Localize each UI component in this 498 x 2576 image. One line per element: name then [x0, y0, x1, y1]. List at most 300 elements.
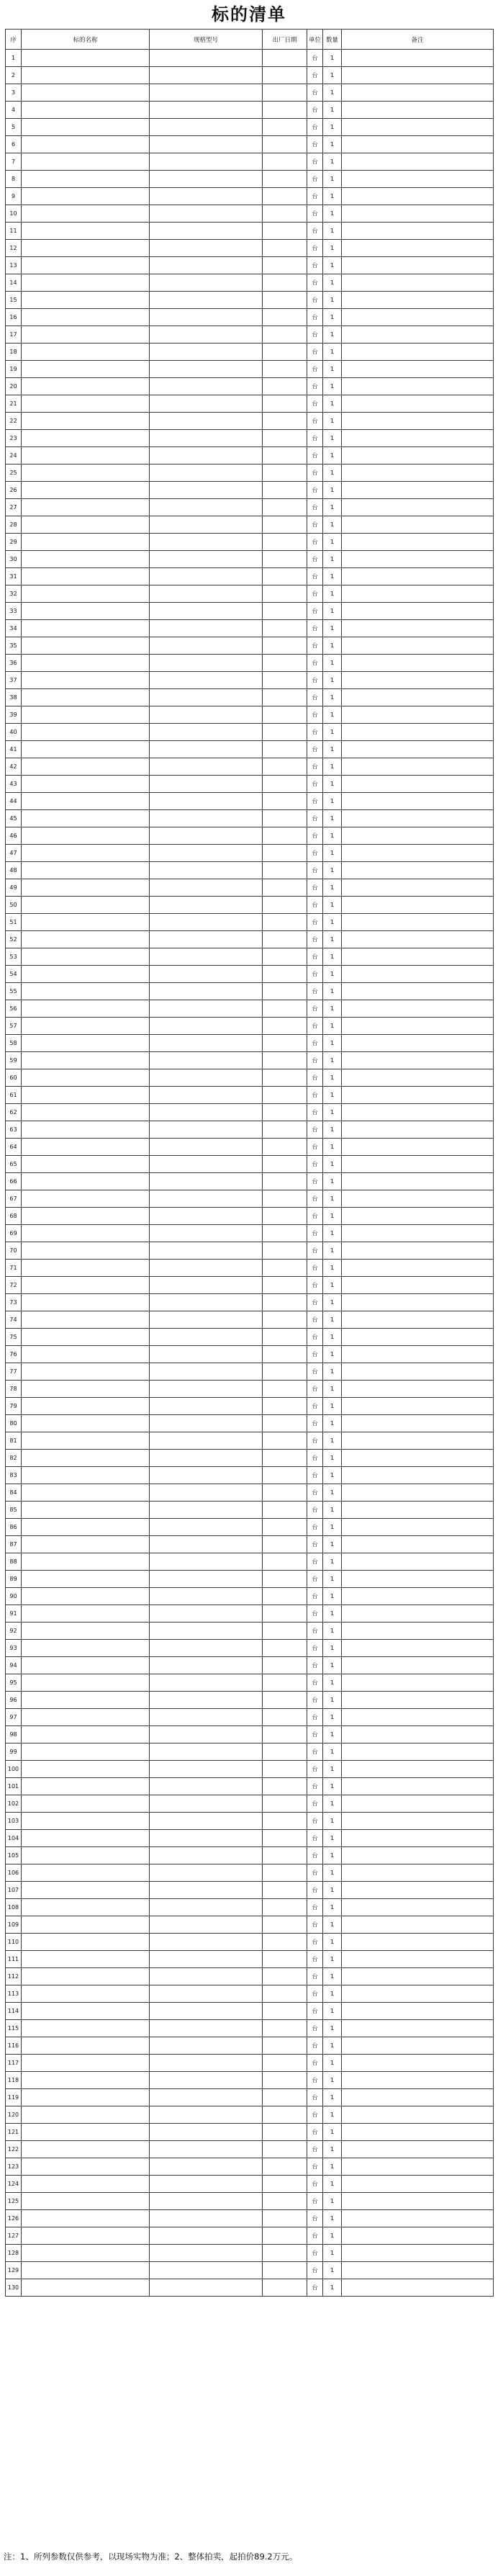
item-date [263, 274, 307, 292]
item-model [150, 1847, 263, 1864]
table-row [6, 2158, 494, 2176]
row-index: 64 [6, 1139, 22, 1156]
item-name [22, 655, 150, 672]
item-model [150, 1692, 263, 1709]
item-unit: 台 [307, 257, 323, 274]
item-name [22, 2037, 150, 2055]
item-model [150, 153, 263, 171]
item-model [150, 1968, 263, 1985]
row-index: 17 [6, 326, 22, 344]
item-date [263, 793, 307, 810]
item-model [150, 1934, 263, 1951]
item-note [342, 413, 494, 430]
item-name [22, 620, 150, 637]
item-date [263, 845, 307, 862]
item-note [342, 1882, 494, 1899]
item-unit: 台 [307, 1104, 323, 1121]
table-row [6, 257, 494, 274]
item-name [22, 1294, 150, 1311]
item-unit: 台 [307, 1467, 323, 1484]
item-model [150, 1985, 263, 2003]
item-model [150, 257, 263, 274]
item-name [22, 1864, 150, 1882]
item-name [22, 361, 150, 378]
item-date [263, 1916, 307, 1934]
item-unit: 台 [307, 672, 323, 689]
item-unit: 台 [307, 447, 323, 465]
item-qty: 1 [323, 447, 342, 465]
item-unit: 台 [307, 1294, 323, 1311]
item-date [263, 620, 307, 637]
row-index: 46 [6, 827, 22, 845]
item-name [22, 1778, 150, 1795]
item-qty: 1 [323, 966, 342, 983]
item-qty: 1 [323, 862, 342, 879]
item-note [342, 102, 494, 119]
item-model [150, 2158, 263, 2176]
table-row [6, 223, 494, 240]
row-index: 119 [6, 2089, 22, 2106]
item-note [342, 2176, 494, 2193]
item-name [22, 862, 150, 879]
item-name [22, 1415, 150, 1432]
item-name [22, 205, 150, 223]
item-model [150, 2262, 263, 2279]
item-date [263, 395, 307, 413]
item-date [263, 1778, 307, 1795]
table-row [6, 1916, 494, 1934]
row-index: 24 [6, 447, 22, 465]
row-index: 4 [6, 102, 22, 119]
row-index: 95 [6, 1674, 22, 1692]
row-index: 122 [6, 2141, 22, 2158]
table-row [6, 897, 494, 914]
row-index: 75 [6, 1329, 22, 1346]
item-note [342, 689, 494, 706]
item-unit: 台 [307, 326, 323, 344]
row-index: 13 [6, 257, 22, 274]
item-note [342, 1761, 494, 1778]
item-name [22, 966, 150, 983]
item-date [263, 2020, 307, 2037]
item-date [263, 1830, 307, 1847]
item-model [150, 395, 263, 413]
table-row [6, 1519, 494, 1536]
item-model [150, 810, 263, 827]
item-unit: 台 [307, 50, 323, 67]
item-note [342, 2037, 494, 2055]
item-date [263, 1847, 307, 1864]
row-index: 114 [6, 2003, 22, 2020]
item-name [22, 879, 150, 897]
item-model [150, 1830, 263, 1847]
item-qty: 1 [323, 102, 342, 119]
item-unit: 台 [307, 1432, 323, 1450]
item-date [263, 966, 307, 983]
item-qty: 1 [323, 1674, 342, 1692]
item-note [342, 136, 494, 153]
item-qty: 1 [323, 171, 342, 188]
table-row [6, 1674, 494, 1692]
item-unit: 台 [307, 1242, 323, 1260]
item-unit: 台 [307, 1329, 323, 1346]
item-model [150, 948, 263, 966]
item-model [150, 1329, 263, 1346]
row-index: 42 [6, 758, 22, 776]
item-note [342, 897, 494, 914]
item-unit: 台 [307, 1018, 323, 1035]
item-note [342, 240, 494, 257]
bid-items-table [5, 29, 494, 2297]
item-unit: 台 [307, 862, 323, 879]
item-model [150, 983, 263, 1000]
item-date [263, 1018, 307, 1035]
row-index: 70 [6, 1242, 22, 1260]
row-index: 109 [6, 1916, 22, 1934]
table-row [6, 534, 494, 551]
row-index: 105 [6, 1847, 22, 1864]
item-note [342, 1519, 494, 1536]
table-row [6, 724, 494, 741]
item-name [22, 84, 150, 102]
row-index: 63 [6, 1121, 22, 1139]
item-note [342, 1260, 494, 1277]
item-note [342, 1588, 494, 1605]
item-note [342, 257, 494, 274]
item-model [150, 240, 263, 257]
row-index: 7 [6, 153, 22, 171]
item-model [150, 516, 263, 534]
item-unit: 台 [307, 1674, 323, 1692]
item-name [22, 2020, 150, 2037]
row-index: 43 [6, 776, 22, 793]
item-qty: 1 [323, 585, 342, 603]
item-note [342, 2193, 494, 2210]
item-unit: 台 [307, 551, 323, 568]
item-qty: 1 [323, 2245, 342, 2262]
item-qty: 1 [323, 1761, 342, 1778]
item-note [342, 620, 494, 637]
item-model [150, 274, 263, 292]
item-qty: 1 [323, 274, 342, 292]
item-unit: 台 [307, 516, 323, 534]
item-qty: 1 [323, 845, 342, 862]
item-date [263, 2193, 307, 2210]
table-row [6, 119, 494, 136]
table-row [6, 2193, 494, 2210]
item-unit: 台 [307, 136, 323, 153]
item-unit: 台 [307, 1277, 323, 1294]
item-date [263, 1743, 307, 1761]
item-date [263, 1087, 307, 1104]
item-model [150, 2176, 263, 2193]
item-model [150, 776, 263, 793]
item-date [263, 1000, 307, 1018]
item-name [22, 1502, 150, 1519]
item-unit: 台 [307, 620, 323, 637]
item-name [22, 413, 150, 430]
item-model [150, 1052, 263, 1069]
item-name [22, 67, 150, 84]
item-note [342, 1363, 494, 1381]
item-name [22, 706, 150, 724]
item-note [342, 1916, 494, 1934]
item-model [150, 655, 263, 672]
item-note [342, 2020, 494, 2037]
item-note [342, 2141, 494, 2158]
item-name [22, 1260, 150, 1277]
item-date [263, 516, 307, 534]
item-unit: 台 [307, 1381, 323, 1398]
item-model [150, 1294, 263, 1311]
table-row [6, 1864, 494, 1882]
item-unit: 台 [307, 2227, 323, 2245]
item-model [150, 931, 263, 948]
row-index: 104 [6, 1830, 22, 1847]
item-date [263, 2245, 307, 2262]
item-date [263, 724, 307, 741]
row-index: 124 [6, 2176, 22, 2193]
item-note [342, 171, 494, 188]
table-row [6, 1623, 494, 1640]
item-date [263, 758, 307, 776]
item-qty: 1 [323, 2279, 342, 2297]
item-qty: 1 [323, 153, 342, 171]
item-note [342, 879, 494, 897]
item-model [150, 897, 263, 914]
item-note [342, 1795, 494, 1813]
item-note [342, 827, 494, 845]
item-note [342, 724, 494, 741]
item-model [150, 292, 263, 309]
item-name [22, 931, 150, 948]
table-row [6, 2089, 494, 2106]
item-unit: 台 [307, 1813, 323, 1830]
table-row [6, 153, 494, 171]
item-qty: 1 [323, 188, 342, 205]
item-name [22, 1018, 150, 1035]
table-body [6, 50, 494, 2297]
item-name [22, 1398, 150, 1415]
row-index: 130 [6, 2279, 22, 2297]
item-name [22, 1709, 150, 1726]
item-note [342, 758, 494, 776]
item-date [263, 914, 307, 931]
item-date [263, 948, 307, 966]
item-qty: 1 [323, 2176, 342, 2193]
item-name [22, 948, 150, 966]
item-qty: 1 [323, 1087, 342, 1104]
item-unit: 台 [307, 1951, 323, 1968]
item-date [263, 309, 307, 326]
item-note [342, 845, 494, 862]
table-row [6, 1260, 494, 1277]
item-note [342, 274, 494, 292]
item-model [150, 1778, 263, 1795]
row-index: 77 [6, 1363, 22, 1381]
item-model [150, 2227, 263, 2245]
item-note [342, 741, 494, 758]
row-index: 72 [6, 1277, 22, 1294]
table-row [6, 1173, 494, 1190]
item-date [263, 2106, 307, 2124]
item-name [22, 1156, 150, 1173]
item-qty: 1 [323, 1415, 342, 1432]
item-unit: 台 [307, 1726, 323, 1743]
item-note [342, 430, 494, 447]
item-note [342, 1778, 494, 1795]
row-index: 101 [6, 1778, 22, 1795]
item-qty: 1 [323, 2020, 342, 2037]
item-note [342, 1951, 494, 1968]
row-index: 115 [6, 2020, 22, 2037]
table-row [6, 966, 494, 983]
item-note [342, 223, 494, 240]
item-qty: 1 [323, 1985, 342, 2003]
item-date [263, 1934, 307, 1951]
item-note [342, 672, 494, 689]
item-qty: 1 [323, 223, 342, 240]
item-date [263, 413, 307, 430]
row-index: 90 [6, 1588, 22, 1605]
table-row [6, 2106, 494, 2124]
row-index: 117 [6, 2055, 22, 2072]
item-note [342, 1381, 494, 1398]
row-index: 25 [6, 465, 22, 482]
item-note [342, 1035, 494, 1052]
row-index: 100 [6, 1761, 22, 1778]
item-name [22, 1588, 150, 1605]
item-model [150, 482, 263, 499]
item-note [342, 1069, 494, 1087]
item-qty: 1 [323, 1277, 342, 1294]
item-name [22, 897, 150, 914]
item-note [342, 1432, 494, 1450]
item-model [150, 1640, 263, 1657]
row-index: 19 [6, 361, 22, 378]
item-model [150, 689, 263, 706]
row-index: 49 [6, 879, 22, 897]
item-name [22, 793, 150, 810]
item-unit: 台 [307, 655, 323, 672]
row-index: 12 [6, 240, 22, 257]
item-qty: 1 [323, 914, 342, 931]
item-qty: 1 [323, 84, 342, 102]
item-note [342, 983, 494, 1000]
item-note [342, 1467, 494, 1484]
item-note [342, 1847, 494, 1864]
table-row [6, 1778, 494, 1795]
table-row [6, 2279, 494, 2297]
item-date [263, 2089, 307, 2106]
item-model [150, 1726, 263, 1743]
row-index: 127 [6, 2227, 22, 2245]
item-name [22, 2106, 150, 2124]
item-date [263, 931, 307, 948]
item-note [342, 482, 494, 499]
table-row [6, 827, 494, 845]
table-row [6, 205, 494, 223]
table-row [6, 1363, 494, 1381]
item-unit: 台 [307, 344, 323, 361]
item-name [22, 274, 150, 292]
row-index: 2 [6, 67, 22, 84]
item-qty: 1 [323, 689, 342, 706]
item-model [150, 2003, 263, 2020]
item-name [22, 1951, 150, 1968]
item-qty: 1 [323, 1363, 342, 1381]
item-model [150, 1674, 263, 1692]
table-row [6, 1329, 494, 1346]
item-date [263, 1709, 307, 1726]
item-note [342, 1692, 494, 1709]
item-unit: 台 [307, 1985, 323, 2003]
item-name [22, 257, 150, 274]
table-row [6, 1692, 494, 1709]
item-unit: 台 [307, 1657, 323, 1674]
row-index: 74 [6, 1311, 22, 1329]
item-date [263, 585, 307, 603]
item-model [150, 706, 263, 724]
item-qty: 1 [323, 1968, 342, 1985]
row-index: 66 [6, 1173, 22, 1190]
item-name [22, 499, 150, 516]
item-date [263, 2279, 307, 2297]
item-model [150, 1242, 263, 1260]
item-unit: 台 [307, 1069, 323, 1087]
table-row [6, 2124, 494, 2141]
item-note [342, 465, 494, 482]
item-date [263, 2176, 307, 2193]
item-name [22, 1242, 150, 1260]
item-date [263, 1864, 307, 1882]
row-index: 128 [6, 2245, 22, 2262]
item-note [342, 361, 494, 378]
item-date [263, 1726, 307, 1743]
item-date [263, 2141, 307, 2158]
item-date [263, 50, 307, 67]
item-qty: 1 [323, 326, 342, 344]
item-model [150, 1225, 263, 1242]
item-name [22, 672, 150, 689]
item-qty: 1 [323, 706, 342, 724]
item-unit: 台 [307, 603, 323, 620]
item-note [342, 1502, 494, 1519]
item-model [150, 1277, 263, 1294]
table-row [6, 1830, 494, 1847]
item-qty: 1 [323, 1450, 342, 1467]
row-index: 53 [6, 948, 22, 966]
item-qty: 1 [323, 1864, 342, 1882]
item-qty: 1 [323, 1381, 342, 1398]
table-row [6, 2141, 494, 2158]
item-qty: 1 [323, 395, 342, 413]
item-name [22, 1346, 150, 1363]
table-row [6, 326, 494, 344]
item-model [150, 741, 263, 758]
item-note [342, 1968, 494, 1985]
item-unit: 台 [307, 914, 323, 931]
item-note [342, 309, 494, 326]
header-date: 出厂日期 [263, 30, 307, 50]
item-name [22, 983, 150, 1000]
item-note [342, 1623, 494, 1640]
item-name [22, 1795, 150, 1813]
row-index: 112 [6, 1968, 22, 1985]
item-unit: 台 [307, 223, 323, 240]
item-date [263, 534, 307, 551]
item-qty: 1 [323, 1242, 342, 1260]
